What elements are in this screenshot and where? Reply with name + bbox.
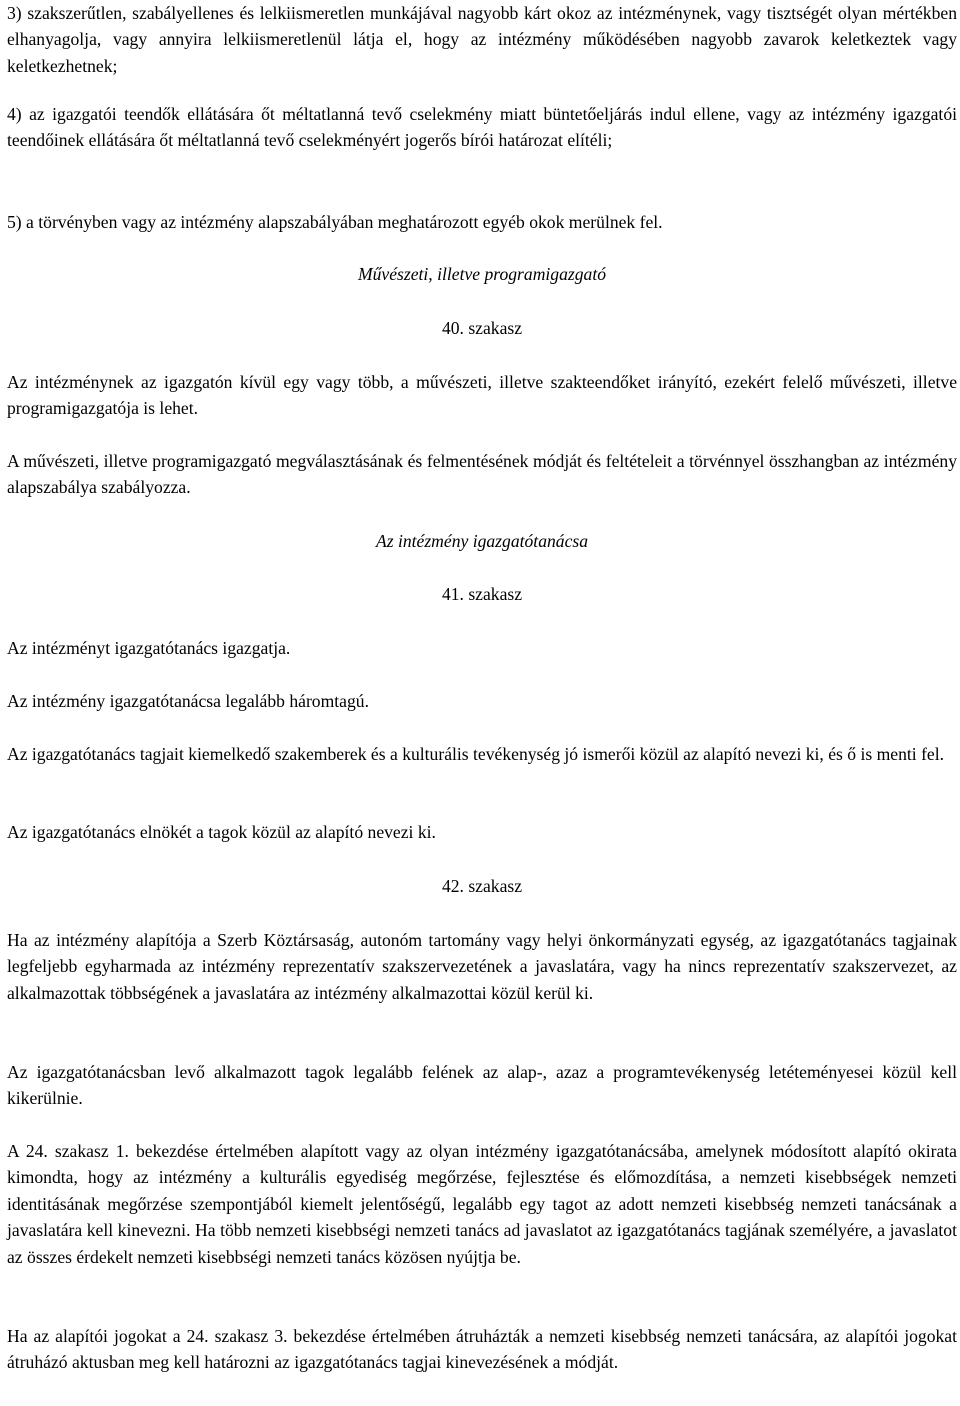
section-42-number: 42. szakasz [441, 876, 523, 896]
section-41-paragraph-4: Az igazgatótanács elnökét a tagok közül az alapító nevezi ki. [7, 822, 436, 842]
list-item-3: 3) szakszerűtlen, szabályellenes és lelkiismeretlen munkájával nagyobb kárt okoz az intézménynek, vagy tisztségét olyan mértékben elhanyagolja, vagy annyira lelkiismeretlenül látja el, hogy az intézmény működésében nagyobb zavarok keletkeztek vagy keletkezhetnek; [7, 3, 957, 76]
section-40-paragraph-1: Az intézménynek az igazgatón kívül egy vagy több, a művészeti, illetve szakteendőket irányító, ezekért felelő művészeti, illetve programigazgatója is lehet. [7, 372, 957, 419]
section-42-paragraph-3: A 24. szakasz 1. bekezdése értelmében alapított vagy az olyan intézmény igazgatótanácsába, amelynek módosított alapító okirata kimondta, hogy az intézmény a kulturális egyediség megőrzése, fejlesztése és előmozdítása, a nemzeti kisebbségek nemzeti identitásának megőrzése szempontjából kiemelt jelentőségű, legalább egy tagot az adott nemzeti kisebbség nemzeti tanácsának a javaslatára kell kinevezni. Ha több nemzeti kisebbségi nemzeti tanács ad javaslatot az igazgatótanács tagjának személyére, a javaslatot az összes érdekelt nemzeti kisebbségi nemzeti tanács közösen nyújtja be. [7, 1141, 957, 1267]
list-item-5: 5) a törvényben vagy az intézmény alapszabályában meghatározott egyéb okok merülnek fel. [7, 212, 663, 232]
section-41-paragraph-2: Az intézmény igazgatótanácsa legalább háromtagú. [7, 691, 369, 711]
section-40-paragraph-2: A művészeti, illetve programigazgató megválasztásának és felmentésének módját és feltételeit a törvénnyel összhangban az intézmény alapszabálya szabályozza. [7, 451, 957, 498]
section-40-number: 40. szakasz [441, 318, 523, 338]
section-40-title: Művészeti, illetve programigazgató [357, 264, 607, 284]
section-41-paragraph-1: Az intézményt igazgatótanács igazgatja. [7, 638, 291, 658]
section-42-paragraph-4: Ha az alapítói jogokat a 24. szakasz 3. bekezdése értelmében átruházták a nemzeti kisebbség nemzeti tanácsára, az alapítói jogokat átruházó aktusban meg kell határozni az igazgatótanács tagjai kinevezésének a módját. [7, 1326, 957, 1373]
section-41-number: 41. szakasz [441, 584, 523, 604]
section-41-paragraph-3: Az igazgatótanács tagjait kiemelkedő szakemberek és a kulturális tevékenység jó ismerői közül az alapító nevezi ki, és ő is menti fel. [7, 744, 945, 764]
section-41-title: Az intézmény igazgatótanácsa [375, 531, 589, 551]
section-42-paragraph-1: Ha az intézmény alapítója a Szerb Köztársaság, autonóm tartomány vagy helyi önkormányzati egység, az igazgatótanács tagjainak legfeljebb egyharmada az intézmény reprezentatív szakszervezetének a javaslatára, vagy ha nincs reprezentatív szakszervezet, az alkalmazottak többségének a javaslatára az intézmény alkalmazottai közül kerül ki. [7, 930, 957, 1003]
list-item-4: 4) az igazgatói teendők ellátására őt méltatlanná tevő cselekmény miatt büntetőeljárás indul ellene, vagy az intézmény igazgatói teendőinek ellátására őt méltatlanná tevő cselekményért jogerős bírói határozat elítéli; [7, 104, 957, 151]
section-42-paragraph-2: Az igazgatótanácsban levő alkalmazott tagok legalább felének az alap-, azaz a programtevékenység letéteményesei közül kell kikerülnie. [7, 1062, 957, 1109]
